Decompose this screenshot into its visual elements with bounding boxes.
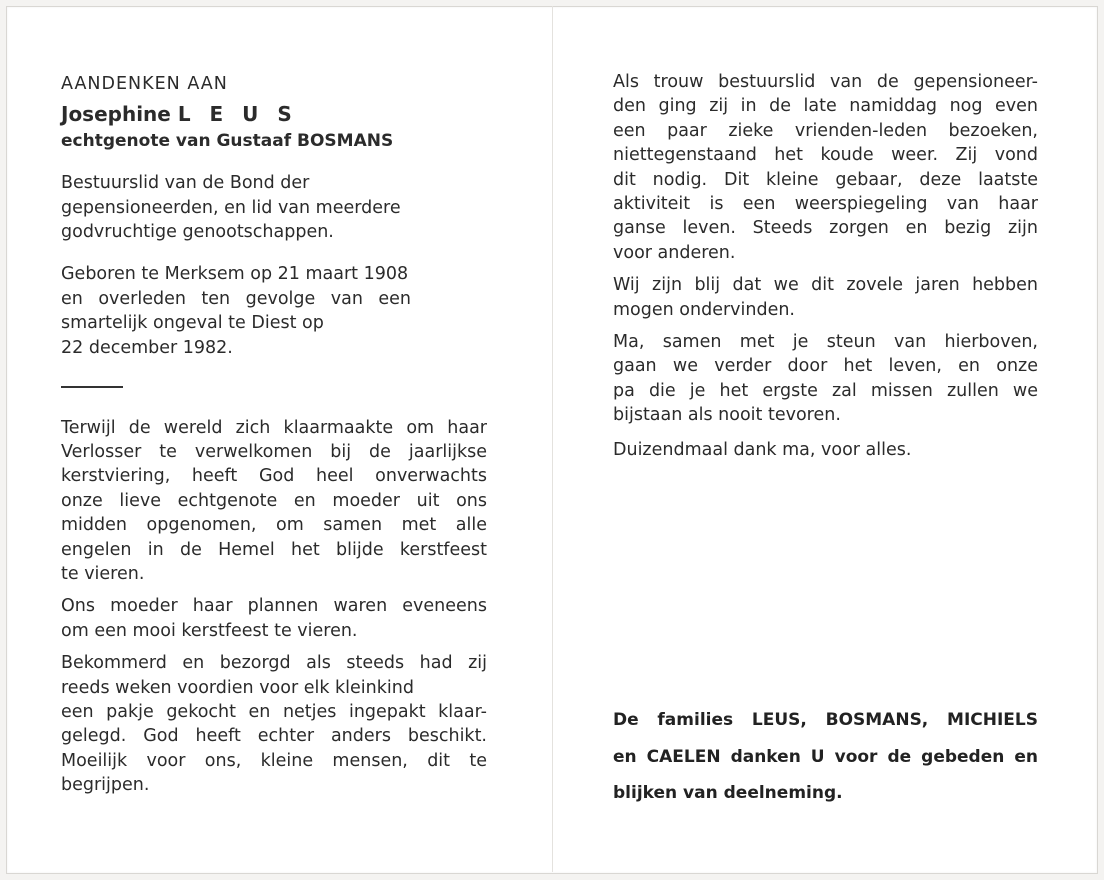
text-line: Duizendmaal dank ma, voor alles. xyxy=(613,439,912,460)
remembrance-heading: AANDENKEN AAN xyxy=(61,74,228,94)
text-line: engelen in de Hemel het blijde kerstfeest xyxy=(61,539,487,560)
text-line: een paar zieke vrienden-leden bezoeken, xyxy=(613,120,1038,141)
text-line: aktiviteit is een weerspiegeling van haar xyxy=(613,194,1038,215)
text-line: niettegenstaand het koude weer. Zij vond xyxy=(613,145,1038,166)
left-paragraph-3 xyxy=(61,651,487,797)
text-line: te vieren. xyxy=(61,564,145,584)
first-name: Josephine xyxy=(61,102,171,127)
text-line: Verlosser te verwelkomen bij de jaarlijkse xyxy=(61,441,487,462)
text-line: Bestuurslid van de Bond der xyxy=(61,173,310,194)
thanks-line: en CAELEN danken U voor de gebeden en xyxy=(613,746,1038,767)
text-line: dit nodig. Dit kleine gebaar, deze laatste xyxy=(613,169,1038,190)
text-line: 22 december 1982. xyxy=(61,337,233,358)
text-line: mogen ondervinden. xyxy=(613,299,795,320)
text-line: voor anderen. xyxy=(613,242,736,263)
right-paragraph-4 xyxy=(613,438,1038,462)
family-thanks xyxy=(613,702,1038,812)
text-line: smartelijk ongeval te Diest op xyxy=(61,313,324,334)
text-line: Ma, samen met je steun van hierboven, xyxy=(613,332,1038,353)
section-divider xyxy=(61,386,123,388)
right-paragraph-3 xyxy=(613,330,1038,428)
role-paragraph xyxy=(61,171,487,244)
thanks-line: De families LEUS, BOSMANS, MICHIELS xyxy=(613,710,1038,730)
text-line: onze lieve echtgenote en moeder uit ons xyxy=(61,490,487,511)
text-line: Geboren te Merksem op 21 maart 1908 xyxy=(61,264,409,285)
text-line: bijstaan als nooit tevoren. xyxy=(613,405,841,426)
text-line: ganse leven. Steeds zorgen en bezig zijn xyxy=(613,218,1038,239)
deceased-name xyxy=(61,102,487,126)
text-line: Ons moeder haar plannen waren eveneens xyxy=(61,596,487,617)
right-paragraph-1 xyxy=(613,70,1038,265)
text-line: Bekommerd en bezorgd als steeds had zij xyxy=(61,653,487,674)
right-column xyxy=(613,70,1038,462)
left-paragraph-2 xyxy=(61,594,487,643)
text-line: godvruchtige genootschappen. xyxy=(61,222,334,243)
surname: L E U S xyxy=(177,102,298,127)
text-line: den ging zij in de late namiddag nog even xyxy=(613,96,1038,117)
text-line: gelegd. God heeft echter anders beschikt. xyxy=(61,726,487,747)
text-line: gepensioneerden, en lid van meerdere xyxy=(61,197,401,218)
text-line: pa die je het ergste zal missen zullen we xyxy=(613,380,1038,401)
left-paragraph-1 xyxy=(61,416,487,587)
text-line: kerstviering, heeft God heel onverwachts xyxy=(61,466,487,487)
text-line: om een mooi kerstfeest te vieren. xyxy=(61,620,358,641)
card-fold-line xyxy=(552,6,553,872)
text-line: midden opgenomen, om samen met alle xyxy=(61,515,487,536)
thanks-line: blijken van deelneming. xyxy=(613,783,843,803)
left-column xyxy=(61,72,487,798)
text-line: Wij zijn blij dat we dit zovele jaren hebben xyxy=(613,275,1038,296)
right-paragraph-2 xyxy=(613,273,1038,322)
text-line: reeds weken voordien voor elk kleinkind xyxy=(61,677,414,698)
spouse-line: echtgenote van Gustaaf BOSMANS xyxy=(61,130,394,151)
text-line: een pakje gekocht en netjes ingepakt klaar- xyxy=(61,702,487,723)
text-line: Moeilijk voor ons, kleine mensen, dit te xyxy=(61,750,487,771)
text-line: Terwijl de wereld zich klaarmaakte om haar xyxy=(61,417,487,438)
birth-death-paragraph xyxy=(61,262,487,360)
text-line: gaan we verder door het leven, en onze xyxy=(613,356,1038,377)
text-line: begrijpen. xyxy=(61,775,150,796)
text-line: Als trouw bestuurslid van de gepensioneer- xyxy=(613,72,1038,92)
text-line: en overleden ten gevolge van een xyxy=(61,288,411,309)
